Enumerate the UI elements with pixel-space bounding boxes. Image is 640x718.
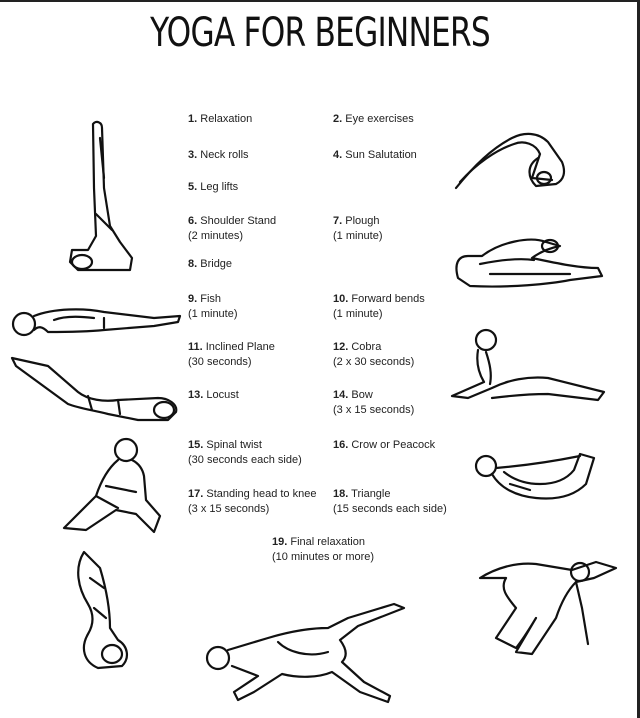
pose-item: [188, 340, 275, 370]
pose-number: 13.: [188, 389, 204, 401]
pose-name: Relaxation: [200, 113, 253, 125]
pose-duration: (30 seconds): [188, 356, 252, 368]
pose-duration: (3 x 15 seconds): [188, 503, 270, 515]
pose-duration: (30 seconds each side): [188, 454, 302, 466]
shoulder-stand-figure: [60, 118, 150, 276]
pose-name: Bow: [351, 389, 373, 401]
pose-item: [188, 148, 249, 163]
pose-duration: (10 minutes or more): [272, 551, 375, 563]
pose-name: Triangle: [351, 488, 391, 500]
pose-number: 18.: [333, 488, 349, 500]
pose-item: [188, 214, 276, 244]
frame-top-border: [0, 0, 640, 2]
pose-item: [188, 487, 316, 517]
pose-item: [333, 148, 417, 163]
pose-number: 2.: [333, 113, 343, 125]
pose-number: 14.: [333, 389, 349, 401]
pose-number: 9.: [188, 293, 198, 305]
pose-name: Bridge: [200, 258, 233, 270]
pose-name: Final relaxation: [290, 536, 365, 548]
pose-item: [188, 388, 239, 403]
page-title: YOGA FOR BEGINNERS: [150, 10, 490, 56]
bow-figure: [470, 444, 600, 518]
relaxation-figure: [198, 592, 414, 704]
pose-number: 15.: [188, 439, 204, 451]
pose-number: 10.: [333, 293, 349, 305]
inclined-plane-figure: [8, 352, 184, 428]
plough-figure: [452, 128, 582, 194]
pose-duration: (1 minute): [333, 308, 383, 320]
pose-item: [188, 438, 302, 468]
pose-duration: (2 x 30 seconds): [333, 356, 415, 368]
pose-duration: (1 minute): [333, 230, 383, 242]
pose-name: Locust: [206, 389, 239, 401]
pose-name: Spinal twist: [206, 439, 262, 451]
pose-name: Neck rolls: [200, 149, 249, 161]
forward-bend-figure: [450, 234, 608, 296]
triangle-figure: [476, 548, 626, 658]
pose-item: [333, 438, 435, 453]
pose-number: 16.: [333, 439, 349, 451]
pose-duration: (2 minutes): [188, 230, 244, 242]
pose-number: 5.: [188, 181, 198, 193]
crow-figure: [70, 548, 140, 676]
pose-name: Eye exercises: [345, 113, 414, 125]
pose-number: 6.: [188, 215, 198, 227]
pose-number: 12.: [333, 341, 349, 353]
pose-number: 3.: [188, 149, 198, 161]
pose-name: Leg lifts: [200, 181, 239, 193]
pose-item: [333, 340, 414, 370]
pose-name: Sun Salutation: [345, 149, 417, 161]
pose-name: Standing head to knee: [206, 488, 317, 500]
pose-item: [188, 112, 252, 127]
pose-name: Crow or Peacock: [351, 439, 436, 451]
pose-name: Fish: [200, 293, 222, 305]
pose-item: [188, 292, 238, 322]
pose-number: 8.: [188, 258, 198, 270]
pose-number: 1.: [188, 113, 198, 125]
pose-number: 19.: [272, 536, 288, 548]
pose-item: [188, 257, 232, 272]
pose-item: [188, 180, 238, 195]
pose-item: [333, 214, 383, 244]
pose-name: Shoulder Stand: [200, 215, 277, 227]
pose-duration: (1 minute): [188, 308, 238, 320]
pose-item: [333, 487, 447, 517]
pose-name: Plough: [345, 215, 380, 227]
pose-number: 11.: [188, 341, 203, 353]
pose-number: 7.: [333, 215, 343, 227]
pose-name: Inclined Plane: [205, 341, 275, 353]
pose-item: [333, 292, 425, 322]
spinal-twist-figure: [56, 436, 166, 536]
pose-number: 4.: [333, 149, 343, 161]
pose-name: Forward bends: [351, 293, 425, 305]
pose-number: 17.: [188, 488, 204, 500]
pose-item: [333, 112, 414, 127]
pose-item: [333, 388, 414, 418]
pose-duration: (3 x 15 seconds): [333, 404, 415, 416]
fish-figure: [4, 296, 184, 342]
pose-name: Cobra: [351, 341, 382, 353]
pose-item: [272, 535, 374, 565]
pose-duration: (15 seconds each side): [333, 503, 447, 515]
cobra-figure: [448, 326, 608, 406]
